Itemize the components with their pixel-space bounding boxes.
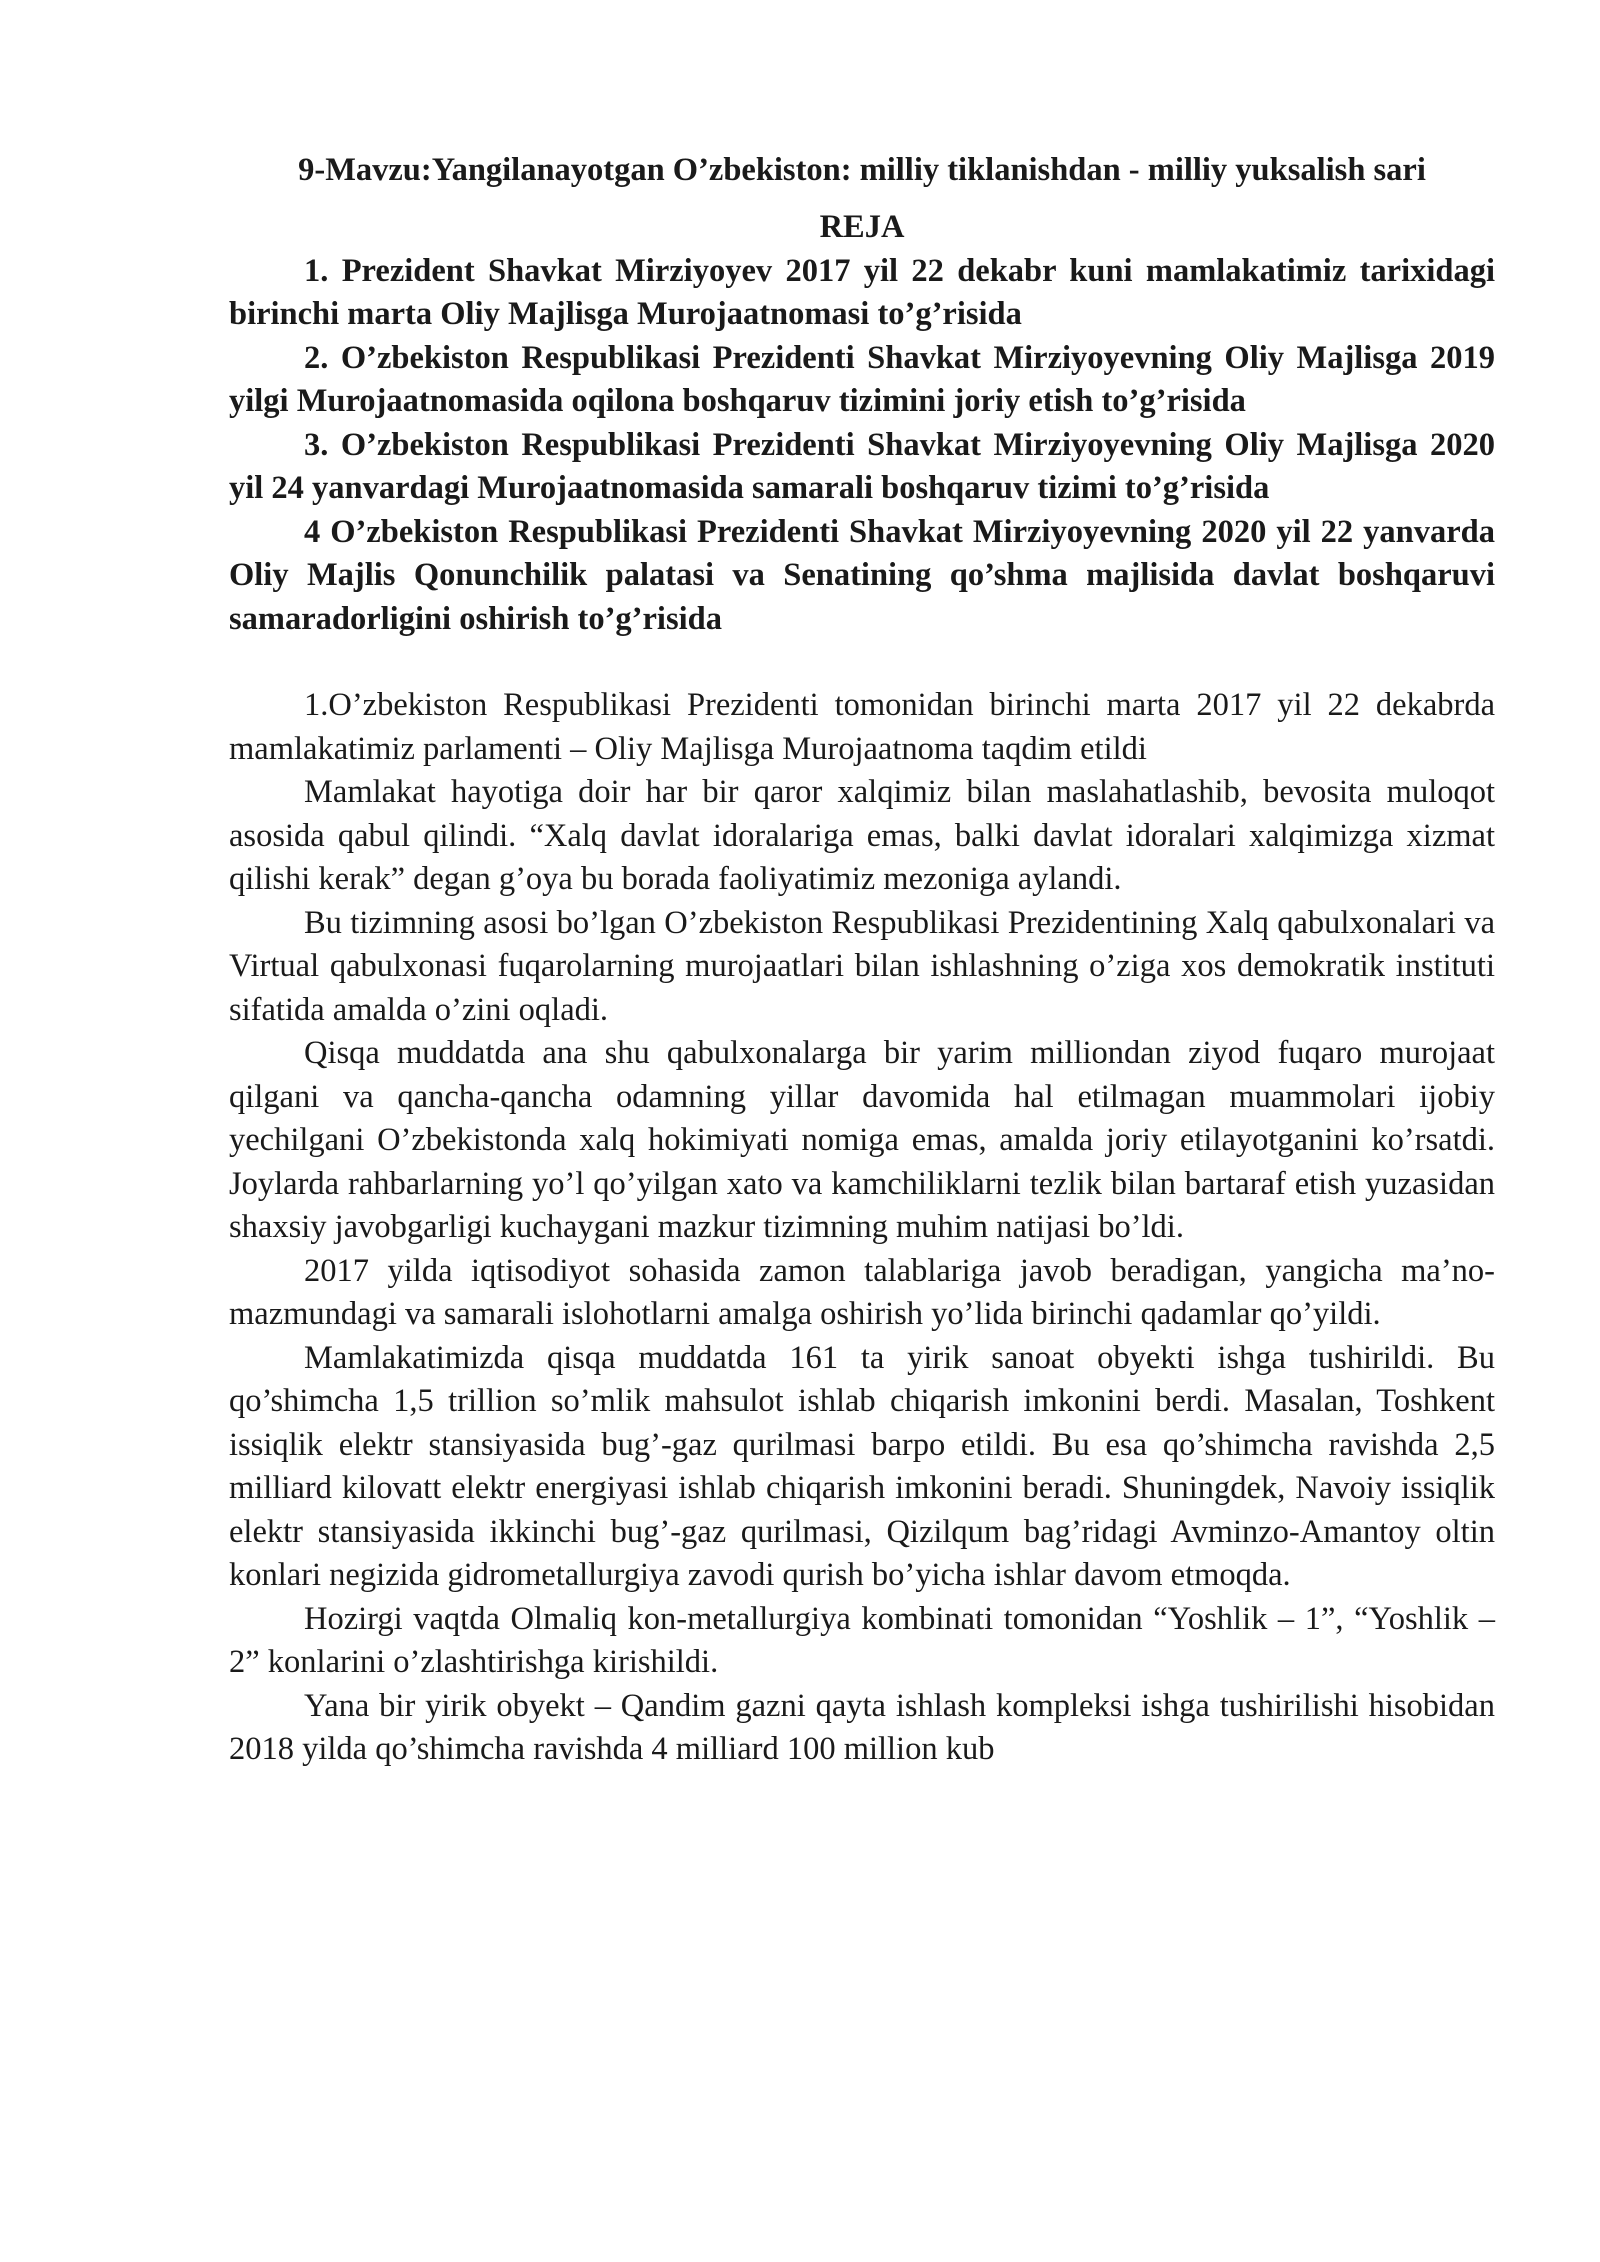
document-page bbox=[229, 148, 1495, 1772]
plan-item: 1. Prezident Shavkat Mirziyoyev 2017 yil 22 dekabr kuni mamlakatimiz tarixidagi birinchi marta Oliy Majlisga Murojaatnomasi to’g’risida bbox=[229, 252, 1495, 332]
paragraph: Qisqa muddatda ana shu qabulxonalarga bir yarim milliondan ziyod fuqaro murojaat qilgani va qancha-qancha odamning yillar davomida hal etilmagan muammolari ijobiy yechilgani O’zbekistonda xalq hokimiyati nomiga emas, amalda joriy etilayotganini ko’rsatdi. Joylarda rahbarlarning yo’l qo’yilgan xato va kamchiliklarni tezlik bilan bartaraf etish yuzasidan shaxsiy javobgarligi kuchaygani mazkur tizimning muhim natijasi bo’ldi. bbox=[229, 1035, 1495, 1245]
plan-heading: REJA bbox=[819, 209, 905, 245]
paragraph: Yana bir yirik obyekt – Qandim gazni qayta ishlash kompleksi ishga tushirilishi hisobidan 2018 yilda qo’shimcha ravishda 4 milliard 100 million kub bbox=[229, 1687, 1495, 1767]
document-title: 9-Mavzu:Yangilanayotgan O’zbekiston: milliy tiklanishdan - milliy yuksalish sari bbox=[298, 152, 1426, 188]
plan-list bbox=[229, 250, 1495, 642]
paragraph: Bu tizimning asosi bo’lgan O’zbekiston Respublikasi Prezidentining Xalq qabulxonalari va Virtual qabulxonasi fuqarolarning murojaatlari bilan ishlashning o’ziga xos demokratik instituti sifatida amalda o’zini oqladi. bbox=[229, 904, 1495, 1028]
body-text bbox=[229, 684, 1495, 1772]
paragraph: 1.O’zbekiston Respublikasi Prezidenti tomonidan birinchi marta 2017 yil 22 dekabrda mamlakatimiz parlamenti – Oliy Majlisga Murojaatnoma taqdim etildi bbox=[229, 687, 1495, 767]
paragraph: Hozirgi vaqtda Olmaliq kon-metallurgiya kombinati tomonidan “Yoshlik – 1”, “Yoshlik – 2” konlarini o’zlashtirishga kirishildi. bbox=[229, 1600, 1495, 1680]
plan-item: 2. O’zbekiston Respublikasi Prezidenti Shavkat Mirziyoyevning Oliy Majlisga 2019 yilgi Murojaatnomasida oqilona boshqaruv tizimini joriy etish to’g’risida bbox=[229, 339, 1495, 419]
plan-item: 3. O’zbekiston Respublikasi Prezidenti Shavkat Mirziyoyevning Oliy Majlisga 2020 yil 24 yanvardagi Murojaatnomasida samarali boshqaruv tizimi to’g’risida bbox=[229, 426, 1495, 506]
paragraph: Mamlakat hayotiga doir har bir qaror xalqimiz bilan maslahatlashib, bevosita muloqot asosida qabul qilindi. “Xalq davlat idoralariga emas, balki davlat idoralari xalqimizga xizmat qilishi kerak” degan g’oya bu borada faoliyatimiz mezoniga aylandi. bbox=[229, 774, 1495, 897]
plan-item: 4 O’zbekiston Respublikasi Prezidenti Shavkat Mirziyoyevning 2020 yil 22 yanvarda Oliy Majlis Qonunchilik palatasi va Senatining qo’shma majlisida davlat boshqaruvi samaradorligini oshirish to’g’risida bbox=[229, 513, 1495, 637]
paragraph: Mamlakatimizda qisqa muddatda 161 ta yirik sanoat obyekti ishga tushirildi. Bu qo’shimcha 1,5 trillion so’mlik mahsulot ishlab chiqarish imkonini berdi. Masalan, Toshkent issiqlik elektr stansiyasida bug’-gaz qurilmasi barpo etildi. Bu esa qo’shimcha ravishda 2,5 milliard kilovatt elektr energiyasi ishlab chiqarish imkonini beradi. Shuningdek, Navoiy issiqlik elektr stansiyasida ikkinchi bug’-gaz qurilmasi, Qizilqum bag’ridagi Avminzo-Amantoy oltin konlari negizida gidrometallurgiya zavodi qurish bo’yicha ishlar davom etmoqda. bbox=[229, 1339, 1495, 1593]
paragraph: 2017 yilda iqtisodiyot sohasida zamon talablariga javob beradigan, yangicha ma’no-mazmundagi va samarali islohotlarni amalga oshirish yo’lida birinchi qadamlar qo’yildi. bbox=[229, 1252, 1495, 1332]
